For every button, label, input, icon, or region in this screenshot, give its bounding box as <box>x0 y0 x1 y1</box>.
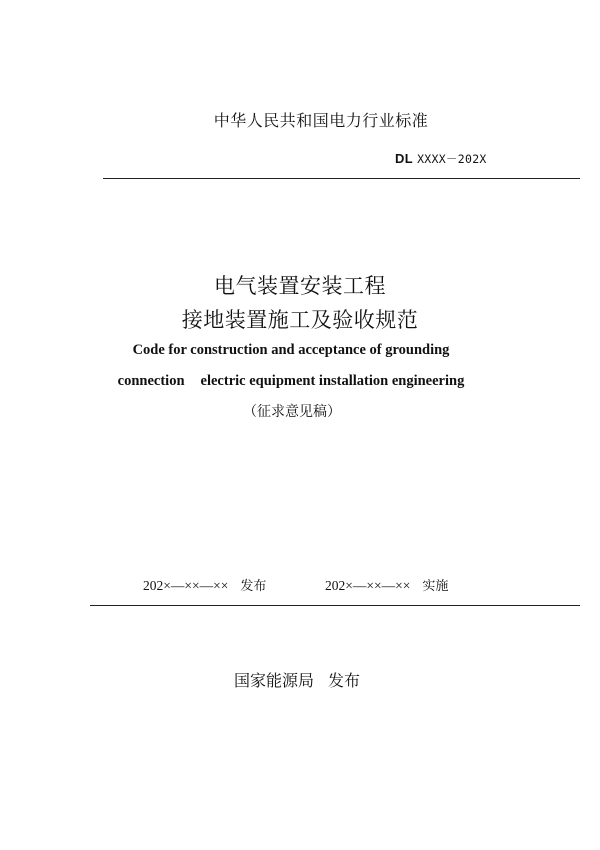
issuing-authority <box>234 670 360 692</box>
title-en-line1: Code for construction and acceptance of grounding <box>132 342 450 358</box>
authority-name: 国家能源局 <box>234 671 315 690</box>
standard-code-prefix: DL <box>395 151 413 166</box>
title-cn-line1: 电气装置安装工程 <box>214 274 386 298</box>
implement-date: 202×—××—×× <box>325 578 411 593</box>
title-en-line2-part2: electric equipment installation engineering <box>200 373 465 389</box>
header-divider <box>103 178 580 179</box>
footer-divider <box>90 605 580 606</box>
standard-code-number: XXXX－202X <box>417 152 487 166</box>
implement-date-line <box>325 576 448 597</box>
title-en-line2-part1: connection <box>117 373 185 389</box>
issuer-title: 中华人民共和国电力行业标准 <box>213 111 429 130</box>
authority-publish-label: 发布 <box>328 671 361 690</box>
title-en-line2 <box>0 371 582 391</box>
title-cn-line2: 接地装置施工及验收规范 <box>181 308 419 332</box>
publish-label: 发布 <box>240 579 267 594</box>
draft-note: （征求意见稿） <box>243 404 341 420</box>
implement-label: 实施 <box>422 579 449 594</box>
standard-code <box>395 150 487 168</box>
publish-date: 202×—××—×× <box>143 578 229 593</box>
publish-date-line <box>143 576 266 597</box>
